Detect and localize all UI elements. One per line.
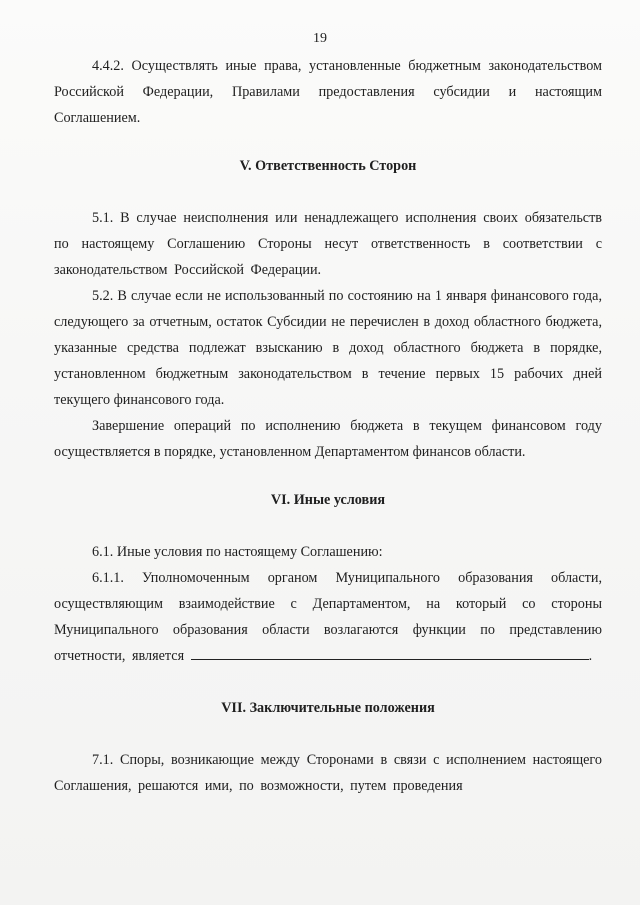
paragraph-text: 4.4.2. Осуществлять иные права, установленные бюджетным законодательством Российской Федерации, Правилами предоставления субсидии и настоящим Соглашением. [54, 58, 602, 126]
page-number: 19 [313, 31, 327, 46]
paragraph-text: 6.1. Иные условия по настоящему Соглашению: [92, 544, 383, 560]
paragraph-6-1 [54, 539, 602, 565]
paragraph-text [54, 565, 602, 669]
paragraph-5-1 [54, 205, 602, 283]
section-7-heading [54, 695, 602, 721]
paragraph-body: 6.1.1. Уполномоченным органом Муниципального образования области, осуществляющим взаимодействие с Департаментом, на который со стороны Муниципального образования области возлагаются функции по представлению отчетности, является [54, 570, 602, 664]
paragraph-7-1 [54, 747, 602, 799]
paragraph-4-4-2 [54, 53, 602, 131]
fill-in-blank-line [191, 645, 589, 660]
paragraph-5-2 [54, 283, 602, 413]
paragraph-end-punctuation: . [588, 648, 593, 664]
section-6-heading [54, 487, 602, 513]
paragraph-text: Завершение операций по исполнению бюджета в текущем финансовом году осуществляется в порядке, установленном Департаментом финансов области. [54, 418, 602, 460]
section-title: VI. Иные условия [270, 492, 386, 508]
paragraph-completion [54, 413, 602, 465]
paragraph-text: 5.2. В случае если не использованный по состоянию на 1 января финансового года, следующего за отчетным, остаток Субсидии не перечислен в доход областного бюджета, указанные средства подлежат взысканию в доход областного бюджета в порядке, установленном бюджетным законодательством в течение первых 15 рабочих дней текущего финансового года. [54, 288, 602, 408]
section-title: VII. Заключительные положения [221, 700, 435, 716]
paragraph-text: 5.1. В случае неисполнения или ненадлежащего исполнения своих обязательств по настоящему Соглашению Стороны несут ответственность в соответствии с законодательством Российской Федерации. [54, 210, 602, 278]
section-5-heading [54, 153, 602, 179]
paragraph-text: 7.1. Споры, возникающие между Сторонами в связи с исполнением настоящего Соглашения, решаются ими, по возможности, путем проведения [54, 752, 602, 794]
section-title: V. Ответственность Сторон [239, 158, 417, 174]
paragraph-6-1-1 [54, 565, 602, 669]
